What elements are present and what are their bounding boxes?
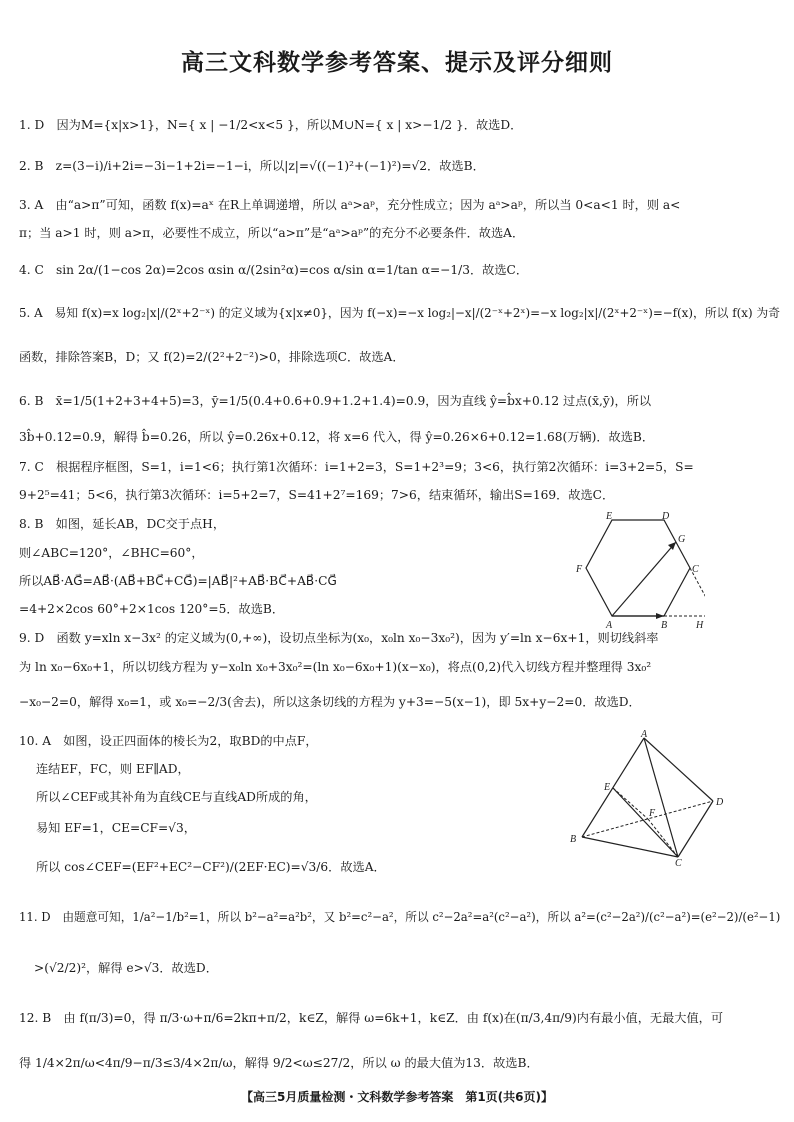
hex-label-e: E	[606, 512, 613, 522]
answer-line: 易知 EF=1，CE=CF=√3，	[36, 821, 196, 835]
answer-line: 为 ln x₀−6x₀+1，所以切线方程为 y−x₀ln x₀+3x₀²=(ln x₀−6x₀+1)(x−x₀)，将点(0,2)代入切线方程并整理得 3x₀²	[19, 660, 652, 674]
answer-line: 4. C sin 2α/(1−cos 2α)=2cos αsin α/(2sin²α)=cos α/sin α=1/tan α=−1/3．故选C．	[19, 263, 529, 277]
hex-label-f: F	[576, 564, 583, 575]
tetra-label-b: B	[570, 834, 577, 845]
answer-line: 3. A 由“a>π”可知，函数 f(x)=aˣ 在R上单调递增，所以 aᵃ>aᵖ，充分性成立；因为 aᵃ>aᵖ，所以当 0<a<1 时，则 a<	[19, 198, 681, 212]
answer-line: 1. D 因为M={x|x>1}，N={ x | −1/2<x<5 }，所以M∪N={ x | x>−1/2 }．故选D．	[19, 118, 523, 132]
answer-line: 11. D 由题意可知，1/a²−1/b²=1，所以 b²−a²=a²b²，又 b²=c²−a²，所以 c²−2a²=a²(c²−a²)，所以 a²=(c²−2a²)/(c²−a²)=(e²−2)/(e²−1)	[19, 910, 781, 924]
answer-line: π；当 a>1 时，则 a>π，必要性不成立，所以“a>π”是“aᵃ>aᵖ”的充分不必要条件．故选A．	[19, 226, 525, 240]
answer-line: 所以 cos∠CEF=(EF²+EC²−CF²)/(2EF·EC)=√3/6．故选A．	[36, 860, 386, 874]
hex-label-c: C	[692, 564, 699, 575]
answer-line: 3b̂+0.12=0.9，解得 b̂=0.26，所以 ŷ=0.26x+0.12，将 x=6 代入，得 ŷ=0.26×6+0.12=1.68(万辆)．故选B．	[19, 430, 655, 444]
answer-line: 所以∠CEF或其补角为直线CE与直线AD所成的角，	[36, 790, 317, 804]
hex-label-a: A	[606, 620, 613, 630]
answer-line: 则∠ABC=120°，∠BHC=60°，	[19, 546, 204, 560]
answer-line: 9. D 函数 y=xln x−3x² 的定义域为(0,+∞)，设切点坐标为(x₀，x₀ln x₀−3x₀²)，因为 y′=ln x−6x+1，则切线斜率	[19, 631, 659, 645]
answer-line: 连结EF，FC，则 EF∥AD，	[36, 762, 190, 776]
answer-line: 9+2⁵=41；5<6，执行第3次循环：i=5+2=7，S=41+2⁷=169；7>6，结束循环，输出S=169．故选C．	[19, 488, 615, 502]
tetra-label-e: E	[604, 782, 611, 793]
answer-line: >(√2/2)²，解得 e>√3．故选D．	[34, 961, 218, 975]
hex-label-d: D	[662, 512, 670, 522]
answer-line: 10. A 如图，设正四面体的棱长为2，取BD的中点F，	[19, 734, 318, 748]
answer-line: 12. B 由 f(π/3)=0，得 π/3·ω+π/6=2kπ+π/2，k∈Z，解得 ω=6k+1，k∈Z．由 f(x)在(π/3,4π/9)内有最小值，无最大值，可	[19, 1011, 724, 1025]
answer-line: −x₀−2=0，解得 x₀=1，或 x₀=−2/3(舍去)，所以这条切线的方程为 y+3=−5(x−1)，即 5x+y−2=0．故选D．	[19, 695, 641, 709]
tetra-label-d: D	[716, 797, 724, 808]
tetra-label-a: A	[641, 729, 648, 740]
hex-label-b: B	[661, 620, 668, 630]
answer-line: 2. B z=(3−i)/i+2i=−3i−1+2i=−1−i，所以|z|=√((−1)²+(−1)²)=√2．故选B．	[19, 159, 485, 173]
tetra-label-c: C	[675, 858, 682, 866]
answer-line: 得 1/4×2π/ω<4π/9−π/3≤3/4×2π/ω，解得 9/2<ω≤27/2，所以 ω 的最大值为13．故选B．	[19, 1056, 539, 1070]
answer-line: 8. B 如图，延长AB，DC交于点H，	[19, 517, 226, 531]
tetrahedron-figure	[560, 728, 730, 866]
answer-line: =4+2×2cos 60°+2×1cos 120°=5．故选B．	[19, 602, 285, 616]
page-title: 高三文科数学参考答案、提示及评分细则	[181, 50, 613, 76]
answer-line: 7. C 根据程序框图，S=1，i=1<6；执行第1次循环：i=1+2=3，S=1+2³=9；3<6，执行第2次循环：i=3+2=5，S=	[19, 460, 694, 474]
page-footer: 【高三5月质量检测・文科数学参考答案 第1页(共6页)】	[240, 1090, 554, 1104]
answer-line: 函数，排除答案B，D；又 f(2)=2/(2²+2⁻²)>0，排除选项C．故选A．	[19, 350, 405, 364]
tetra-label-f: F	[649, 808, 656, 819]
hex-label-g: G	[678, 534, 686, 545]
answer-line: 6. B x̄=1/5(1+2+3+4+5)=3，ȳ=1/5(0.4+0.6+0.9+1.2+1.4)=0.9，因为直线 ŷ=b̂x+0.12 过点(x̄,ȳ)，所以	[19, 394, 652, 408]
hex-label-h: H	[696, 620, 704, 630]
answer-line: 5. A 易知 f(x)=x log₂|x|/(2ˣ+2⁻ˣ) 的定义域为{x|x≠0}，因为 f(−x)=−x log₂|−x|/(2⁻ˣ+2ˣ)=−x log₂|x|/(2ˣ+2⁻ˣ)=−f(x)，所以 f(x) 为奇	[19, 306, 781, 320]
hexagon-figure	[570, 512, 705, 630]
answer-line: 所以AB⃗·AG⃗=AB⃗·(AB⃗+BC⃗+CG⃗)=|AB⃗|²+AB⃗·BC⃗+AB⃗·CG⃗	[19, 574, 337, 588]
